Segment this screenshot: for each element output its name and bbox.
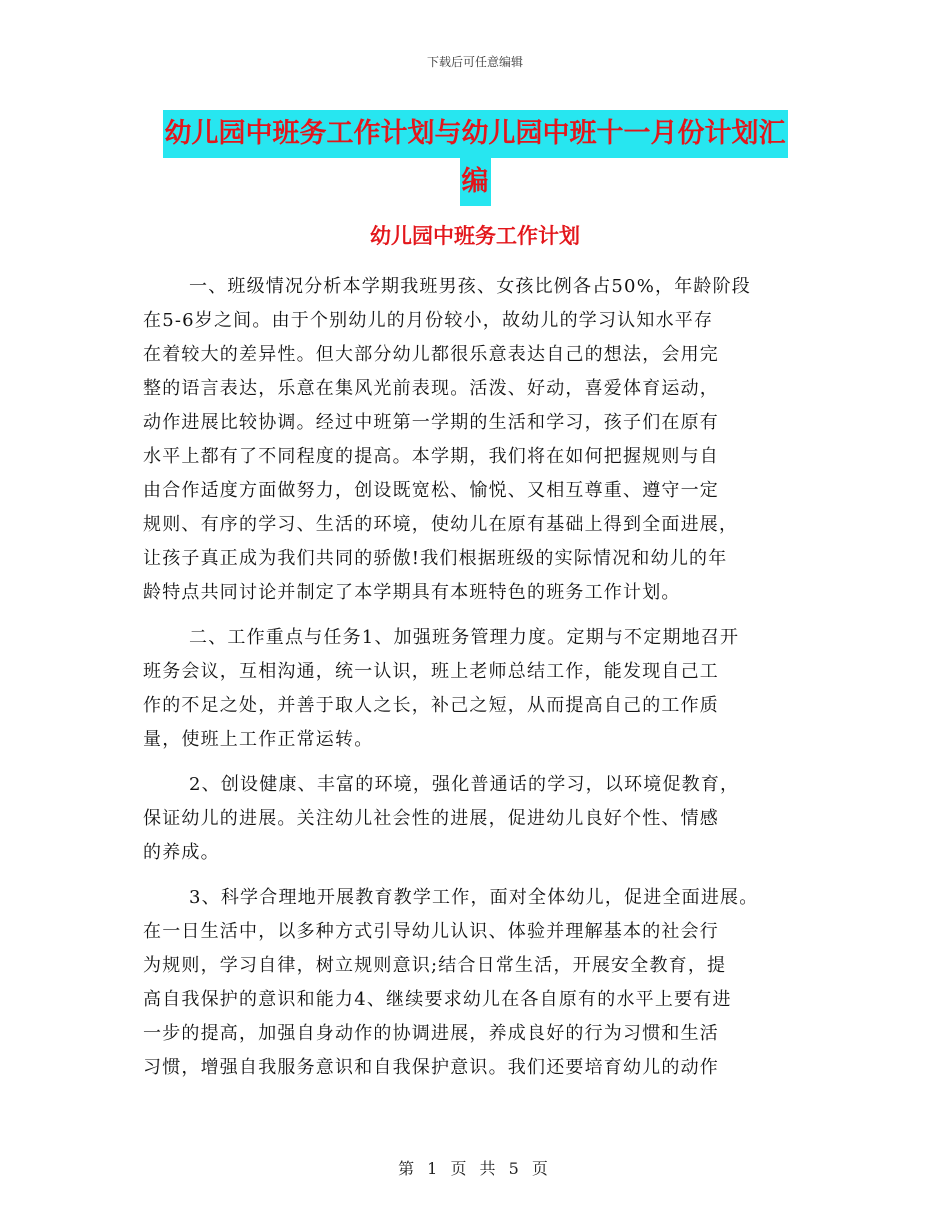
header-note: 下载后可任意编辑: [426, 55, 523, 69]
paragraph: [143, 881, 823, 1085]
text-line: 班务会议，互相沟通，统一认识，班上老师总结工作，能发现自己工: [143, 661, 719, 682]
page-footer: 第 1 页 共 5 页: [398, 1159, 552, 1178]
text-line: 保证幼儿的进展。关注幼儿社会性的进展，促进幼儿良好个性、情感: [143, 808, 719, 829]
paragraph: [143, 270, 823, 610]
text-line: 二、工作重点与任务1、加强班务管理力度。定期与不定期地召开: [189, 627, 740, 648]
text-line: 量，使班上工作正常运转。: [143, 729, 374, 750]
text-line: 水平上都有了不同程度的提高。本学期，我们将在如何把握规则与自: [143, 446, 719, 467]
text-line: 在5-6岁之间。由于个别幼儿的月份较小，故幼儿的学习认知水平存: [143, 310, 714, 331]
text-line: 为规则，学习自律，树立规则意识;结合日常生活，开展安全教育，提: [143, 955, 727, 976]
text-line: 3、科学合理地开展教育教学工作，面对全体幼儿，促进全面进展。: [189, 887, 759, 908]
paragraph: [143, 768, 823, 870]
text-line: 2、创设健康、丰富的环境，强化普通话的学习，以环境促教育，: [189, 774, 740, 795]
text-line: 的养成。: [143, 842, 220, 863]
title-line-1: 幼儿园中班务工作计划与幼儿园中班十一月份计划汇: [163, 110, 788, 158]
body-text: [143, 270, 823, 1096]
text-line: 让孩子真正成为我们共同的骄傲!我们根据班级的实际情况和幼儿的年: [143, 548, 728, 569]
text-line: 习惯，增强自我服务意识和自我保护意识。我们还要培育幼儿的动作: [143, 1057, 719, 1078]
section-title: 幼儿园中班务工作计划: [370, 223, 580, 248]
text-line: 由合作适度方面做努力，创设既宽松、愉悦、又相互尊重、遵守一定: [143, 480, 719, 501]
paragraph: [143, 621, 823, 757]
document-title: [0, 110, 950, 206]
text-line: 在着较大的差异性。但大部分幼儿都很乐意表达自己的想法，会用完: [143, 344, 719, 365]
text-line: 高自我保护的意识和能力4、继续要求幼儿在各自原有的水平上要有进: [143, 989, 732, 1010]
text-line: 一、班级情况分析本学期我班男孩、女孩比例各占50%，年龄阶段: [189, 276, 752, 297]
text-line: 一步的提高，加强自身动作的协调进展，养成良好的行为习惯和生活: [143, 1023, 719, 1044]
text-line: 龄特点共同讨论并制定了本学期具有本班特色的班务工作计划。: [143, 582, 681, 603]
text-line: 动作进展比较协调。经过中班第一学期的生活和学习，孩子们在原有: [143, 412, 719, 433]
text-line: 规则、有序的学习、生活的环境，使幼儿在原有基础上得到全面进展，: [143, 514, 739, 535]
text-line: 整的语言表达，乐意在集风光前表现。活泼、好动，喜爱体育运动，: [143, 378, 719, 399]
title-line-2: 编: [460, 158, 491, 206]
text-line: 在一日生活中，以多种方式引导幼儿认识、体验并理解基本的社会行: [143, 921, 719, 942]
text-line: 作的不足之处，并善于取人之长，补己之短，从而提高自己的工作质: [143, 695, 719, 716]
